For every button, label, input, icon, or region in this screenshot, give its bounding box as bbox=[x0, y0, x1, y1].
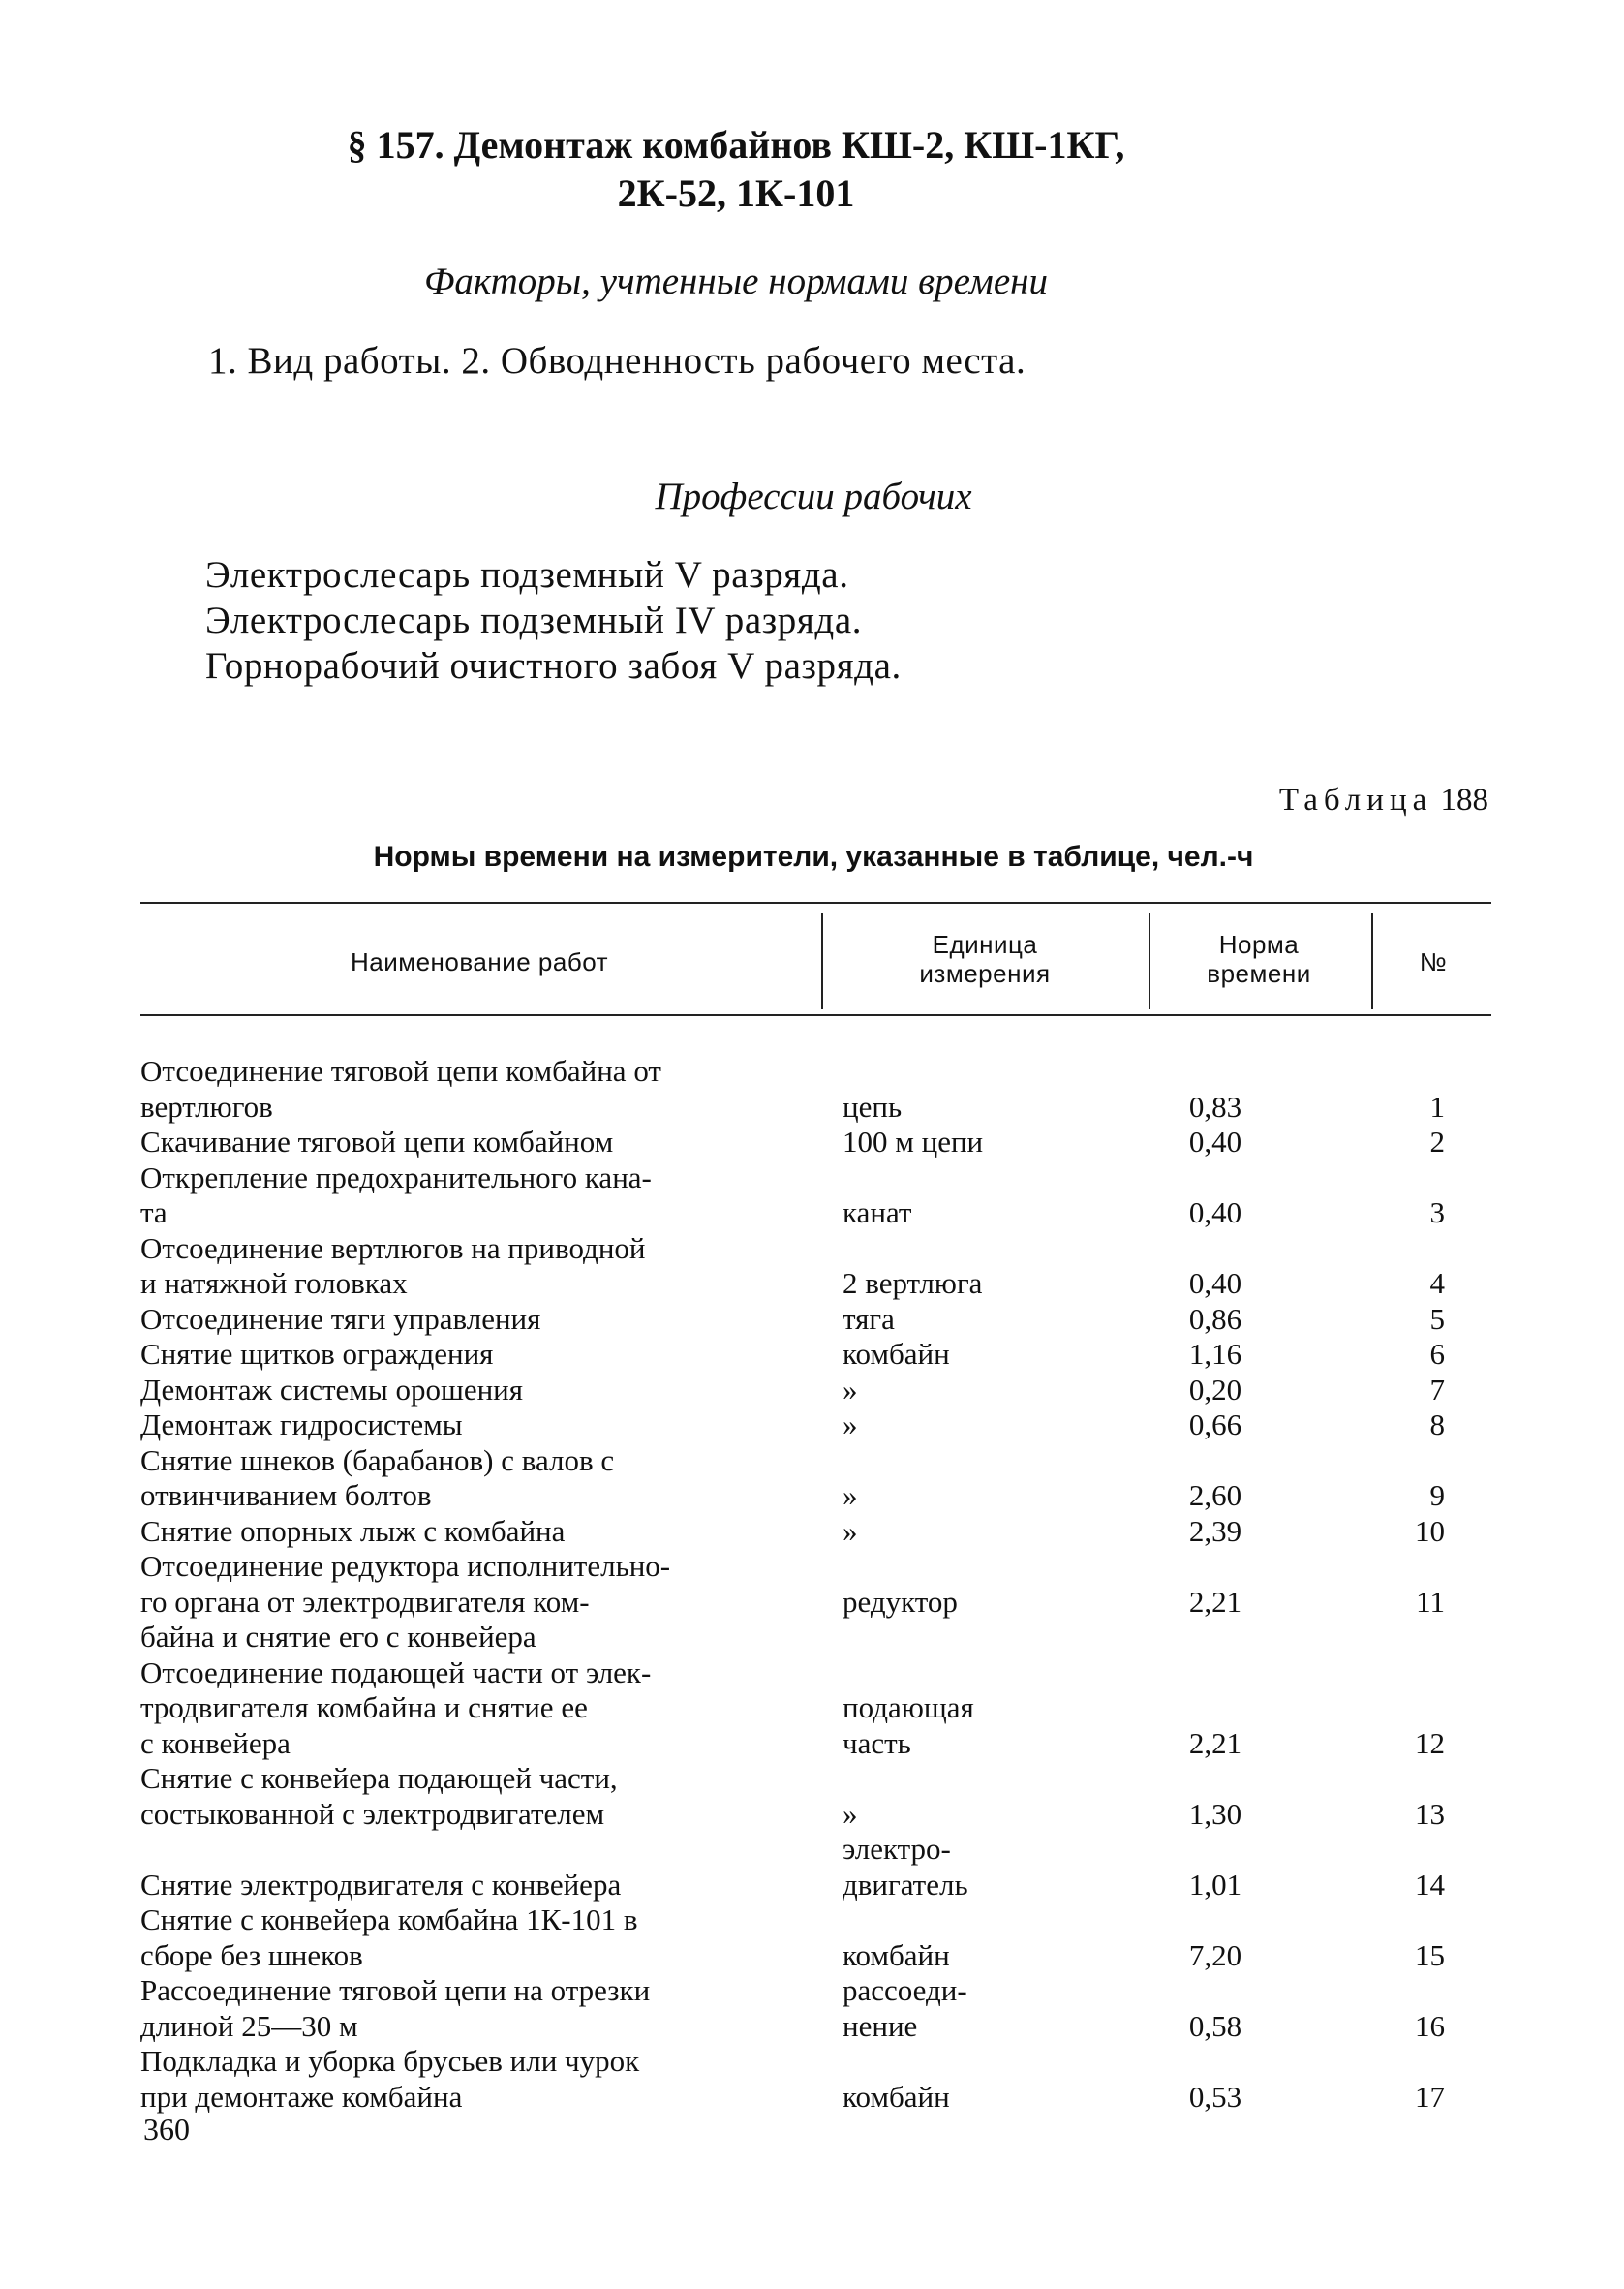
unit-line: подающая bbox=[843, 1690, 974, 1724]
work-name-line: байна и снятие его с конвейера bbox=[140, 1620, 536, 1654]
row-number: 10 bbox=[1415, 1513, 1445, 1548]
work-name-line: тродвигателя комбайна и снятие ее bbox=[140, 1690, 588, 1724]
table-row bbox=[140, 1549, 1496, 1655]
unit-line: тяга bbox=[843, 1301, 895, 1336]
time-norm: 1,30 bbox=[1188, 1796, 1242, 1831]
time-norm: 2,21 bbox=[1188, 1725, 1242, 1760]
unit-line: редуктор bbox=[843, 1584, 958, 1619]
column-divider bbox=[821, 913, 823, 1009]
table-top-rule bbox=[140, 902, 1491, 904]
unit-line: двигатель bbox=[843, 1867, 968, 1902]
factors-text: 1. Вид работы. 2. Обводненность рабочего места. bbox=[208, 340, 1026, 382]
time-norm: 7,20 bbox=[1188, 1937, 1242, 1972]
section-title-line-1: § 157. Демонтаж комбайнов КШ-2, КШ-1КГ, bbox=[347, 123, 1125, 167]
unit-line: рассоеди- bbox=[843, 1973, 967, 2007]
work-name-line: Отсоединение редуктора исполнительно- bbox=[140, 1549, 671, 1583]
work-name bbox=[140, 1868, 823, 1903]
unit-line: » bbox=[843, 1796, 858, 1831]
unit-of-measure bbox=[823, 1585, 1143, 1621]
work-name bbox=[140, 1443, 823, 1514]
row-number: 6 bbox=[1429, 1337, 1445, 1371]
row-number: 15 bbox=[1415, 1937, 1445, 1972]
unit-of-measure bbox=[823, 1832, 1143, 1902]
column-divider bbox=[1149, 913, 1150, 1009]
unit-line: » bbox=[843, 1372, 858, 1407]
professions-list bbox=[205, 552, 902, 689]
profession-item: Электрослесарь подземный V разряда. bbox=[205, 554, 849, 596]
time-norm: 2,21 bbox=[1188, 1584, 1242, 1619]
table-row bbox=[140, 1655, 1496, 1762]
time-norm: 0,53 bbox=[1188, 2079, 1242, 2114]
table-row bbox=[140, 1160, 1496, 1231]
table-row bbox=[140, 1054, 1496, 1125]
time-norm: 0,66 bbox=[1188, 1407, 1242, 1441]
table-row bbox=[140, 1125, 1496, 1160]
time-norm: 2,60 bbox=[1188, 1478, 1242, 1512]
unit-of-measure bbox=[823, 1266, 1143, 1302]
table-body bbox=[140, 1054, 1496, 2115]
work-name-line: Демонтаж гидросистемы bbox=[140, 1407, 463, 1441]
work-name-line: Снятие шнеков (барабанов) с валов с bbox=[140, 1442, 615, 1477]
table-row bbox=[140, 1302, 1496, 1338]
work-name-line: Снятие электродвигателя с конвейера bbox=[140, 1867, 622, 1902]
work-name-line: состыкованной с электродвигателем bbox=[140, 1796, 605, 1831]
unit-of-measure bbox=[823, 1195, 1143, 1231]
time-norm: 0,40 bbox=[1188, 1266, 1242, 1300]
work-name-line: при демонтаже комбайна bbox=[140, 2079, 463, 2114]
unit-line: цепь bbox=[843, 1089, 903, 1124]
work-name-line: сборе без шнеков bbox=[140, 1937, 363, 1972]
header-unit-line-1: Единица bbox=[932, 930, 1038, 959]
time-norm: 0,40 bbox=[1188, 1125, 1242, 1159]
work-name bbox=[140, 1514, 823, 1550]
unit-line: » bbox=[843, 1407, 858, 1441]
unit-line: канат bbox=[843, 1195, 912, 1229]
unit-of-measure bbox=[823, 1938, 1143, 1974]
unit-line: комбайн bbox=[843, 1937, 950, 1972]
table-label bbox=[1279, 783, 1488, 819]
work-name bbox=[140, 1337, 823, 1373]
work-name-line: Отсоединение тяговой цепи комбайна от bbox=[140, 1054, 661, 1088]
unit-line: » bbox=[843, 1513, 858, 1548]
work-name-line: и натяжной головках bbox=[140, 1266, 408, 1300]
table-row bbox=[140, 1832, 1496, 1902]
row-number: 7 bbox=[1429, 1372, 1445, 1407]
unit-of-measure bbox=[823, 1090, 1143, 1126]
work-name-line: Снятие с конвейера подающей части, bbox=[140, 1761, 618, 1795]
row-number: 3 bbox=[1429, 1195, 1445, 1229]
work-name-line: длиной 25—30 м bbox=[140, 2008, 358, 2043]
row-number: 2 bbox=[1429, 1125, 1445, 1159]
work-name-line: вертлюгов bbox=[140, 1089, 273, 1124]
time-norm: 0,40 bbox=[1188, 1195, 1242, 1229]
time-norm: 0,86 bbox=[1188, 1301, 1242, 1336]
unit-of-measure bbox=[823, 1690, 1143, 1761]
work-name bbox=[140, 1973, 823, 2044]
unit-line: комбайн bbox=[843, 1337, 950, 1371]
table-row bbox=[140, 1902, 1496, 1973]
unit-line: часть bbox=[843, 1725, 911, 1760]
work-name-line: Снятие с конвейера комбайна 1К-101 в bbox=[140, 1902, 638, 1936]
unit-line: 100 м цепи bbox=[843, 1125, 984, 1159]
work-name bbox=[140, 1160, 823, 1231]
work-name bbox=[140, 2044, 823, 2115]
work-name bbox=[140, 1902, 823, 1973]
section-title bbox=[194, 121, 1278, 218]
unit-line: » bbox=[843, 1478, 858, 1512]
time-norm: 2,39 bbox=[1188, 1513, 1242, 1548]
row-number: 13 bbox=[1415, 1796, 1445, 1831]
unit-of-measure bbox=[823, 1973, 1143, 2044]
table-header-rule bbox=[140, 1014, 1491, 1016]
profession-item: Электрослесарь подземный IV разряда. bbox=[205, 600, 863, 641]
work-name-line: Рассоединение тяговой цепи на отрезки bbox=[140, 1973, 651, 2007]
header-unit bbox=[825, 930, 1145, 988]
work-name-line: Открепление предохранительного кана- bbox=[140, 1160, 652, 1194]
unit-line: 2 вертлюга bbox=[843, 1266, 983, 1300]
column-divider bbox=[1371, 913, 1373, 1009]
row-number: 1 bbox=[1429, 1089, 1445, 1124]
table-row bbox=[140, 1973, 1496, 2044]
work-name bbox=[140, 1407, 823, 1443]
unit-of-measure bbox=[823, 1337, 1143, 1373]
time-norm: 0,58 bbox=[1188, 2008, 1242, 2043]
work-name bbox=[140, 1761, 823, 1832]
work-name-line: Снятие щитков ограждения bbox=[140, 1337, 494, 1371]
time-norm: 1,01 bbox=[1188, 1867, 1242, 1902]
work-name-line: Демонтаж системы орошения bbox=[140, 1372, 524, 1407]
unit-line: нение bbox=[843, 2008, 918, 2043]
work-name-line: Снятие опорных лыж с комбайна bbox=[140, 1513, 566, 1548]
work-name-line: та bbox=[140, 1195, 168, 1229]
row-number: 11 bbox=[1416, 1584, 1445, 1619]
work-name bbox=[140, 1302, 823, 1338]
unit-of-measure bbox=[823, 1125, 1143, 1160]
unit-line: комбайн bbox=[843, 2079, 950, 2114]
work-name-line: отвинчиванием болтов bbox=[140, 1478, 432, 1512]
time-norm: 0,83 bbox=[1188, 1089, 1242, 1124]
unit-of-measure bbox=[823, 2080, 1143, 2116]
work-name bbox=[140, 1125, 823, 1160]
unit-line: электро- bbox=[843, 1832, 951, 1866]
unit-of-measure bbox=[823, 1373, 1143, 1408]
work-name-line: Подкладка и уборка брусьев или чурок bbox=[140, 2044, 640, 2078]
work-name bbox=[140, 1655, 823, 1762]
professions-heading: Профессии рабочих bbox=[655, 476, 972, 517]
row-number: 4 bbox=[1429, 1266, 1445, 1300]
table-row bbox=[140, 1373, 1496, 1408]
work-name-line: Отсоединение тяги управления bbox=[140, 1301, 541, 1336]
header-number: № bbox=[1419, 947, 1448, 976]
unit-of-measure bbox=[823, 1797, 1143, 1833]
work-name bbox=[140, 1054, 823, 1125]
work-name-line: Скачивание тяговой цепи комбайном bbox=[140, 1125, 614, 1159]
table-label-word: Таблица bbox=[1278, 783, 1433, 818]
row-number: 16 bbox=[1415, 2008, 1445, 2043]
row-number: 8 bbox=[1429, 1407, 1445, 1441]
work-name-line: с конвейера bbox=[140, 1725, 291, 1760]
row-number: 14 bbox=[1415, 1867, 1445, 1902]
factors-heading: Факторы, учтенные нормами времени bbox=[424, 261, 1048, 302]
row-number: 12 bbox=[1415, 1725, 1445, 1760]
row-number: 5 bbox=[1429, 1301, 1445, 1336]
unit-of-measure bbox=[823, 1514, 1143, 1550]
work-name bbox=[140, 1549, 823, 1655]
work-name bbox=[140, 1231, 823, 1302]
unit-of-measure bbox=[823, 1302, 1143, 1338]
work-name-line: Отсоединение подающей части от элек- bbox=[140, 1655, 652, 1689]
table-row bbox=[140, 1761, 1496, 1832]
header-norm-line-2: времени bbox=[1207, 959, 1311, 988]
table-caption: Нормы времени на измерители, указанные в таблице, чел.-ч bbox=[373, 841, 1254, 873]
header-norm bbox=[1152, 930, 1365, 988]
row-number: 17 bbox=[1415, 2079, 1445, 2114]
table-row bbox=[140, 1337, 1496, 1373]
page-number: 360 bbox=[143, 2112, 190, 2147]
table-label-number: 188 bbox=[1440, 783, 1488, 818]
table-row bbox=[140, 1231, 1496, 1302]
table-row bbox=[140, 1407, 1496, 1443]
work-name-line: Отсоединение вертлюгов на приводной bbox=[140, 1230, 646, 1265]
section-title-line-2: 2К-52, 1К-101 bbox=[617, 171, 855, 215]
profession-item: Горнорабочий очистного забоя V разряда. bbox=[205, 645, 902, 687]
header-name: Наименование работ bbox=[350, 947, 609, 976]
time-norm: 0,20 bbox=[1188, 1372, 1242, 1407]
unit-of-measure bbox=[823, 1478, 1143, 1514]
work-name-line: го органа от электродвигателя ком- bbox=[140, 1584, 590, 1619]
table-row bbox=[140, 1443, 1496, 1514]
header-unit-line-2: измерения bbox=[919, 959, 1051, 988]
table-row bbox=[140, 1514, 1496, 1550]
unit-of-measure bbox=[823, 1407, 1143, 1443]
header-norm-line-1: Норма bbox=[1218, 930, 1300, 959]
table-row bbox=[140, 2044, 1496, 2115]
time-norm: 1,16 bbox=[1188, 1337, 1242, 1371]
work-name bbox=[140, 1373, 823, 1408]
row-number: 9 bbox=[1429, 1478, 1445, 1512]
